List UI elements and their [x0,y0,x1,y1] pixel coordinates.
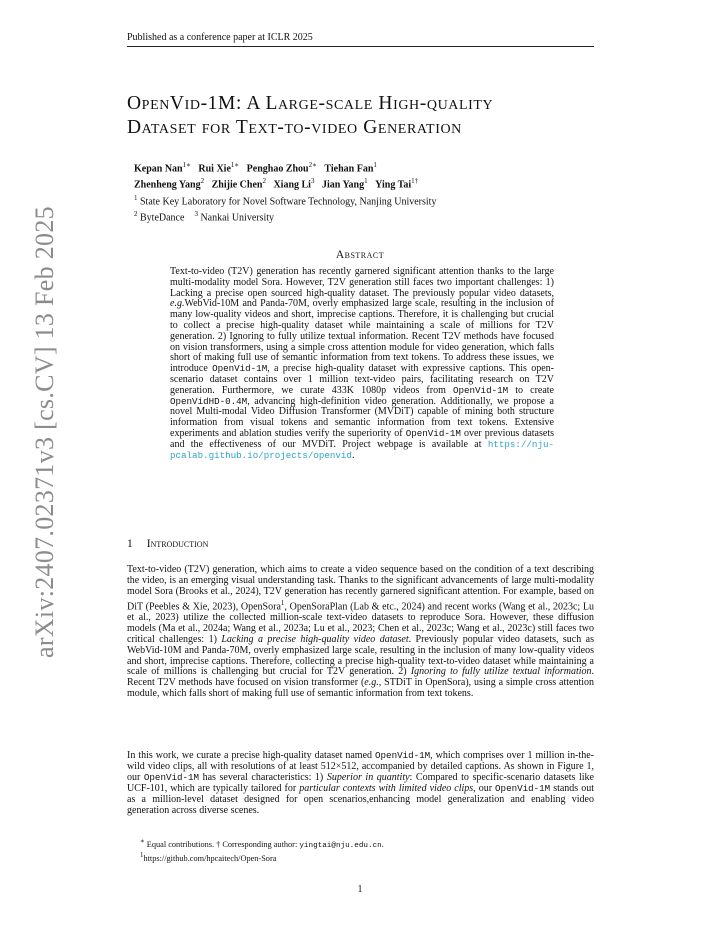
author-sup: 1∗ [230,161,240,169]
abstract-text: , advancing high-definition video generation. Additionally, we propose a novel Multi-modal Video Diffusion Transformer (MVDiT) capable of mining both structure information from visual tokens and semantic information from text tokens. Extensive experiments and ablation studies verify the superiority of [170,395,554,439]
para-text: , STDiT in OpenSora), using a simple cross attention module, which falls short of making full use of semantic information from text tokens. [127,677,594,700]
affiliation-text: ByteDance [140,212,185,224]
intro-paragraph-1 [127,565,594,700]
footnotes [140,837,590,864]
author-name: Zhenheng Yang [134,179,201,191]
author-name: Kepan Nan [134,163,183,175]
intro-paragraph-2 [127,751,594,816]
paper-title [127,92,597,140]
para-text: has several characteristics: 1) [199,771,327,783]
abstract-text: , a precise high-quality dataset with expressive captions. This open-scenario dataset contains over 1 million text-video pairs, facilitating research on T2V generation. Furthermore, we curate 433K 1080p videos from [170,363,555,396]
author-sup: 1 [373,161,377,169]
para-italic: Lacking a precise high-quality video dataset [221,633,409,645]
running-header: Published as a conference paper at ICLR 2025 [127,32,313,43]
footnote-text: . [381,839,384,849]
project-webpage-link[interactable]: https://nju-pcalab.github.io/projects/openvid [170,438,554,461]
abstract-italic: e.g. [170,298,185,310]
author-sup: 1† [411,177,419,186]
footnote-equal-contribution [140,837,590,851]
author-name: Jian Yang [321,179,365,191]
page-number: 1 [357,884,363,895]
affiliation-1: $^1$ State Key Laboratory for Novel Software Technology, Nanjing University [134,193,437,207]
para-text: stands out as a million-level dataset designed for open scenarios,enhancing model generalization and enabling video generation across diverse scenes. [127,782,594,816]
para-italic: particular contexts with limited video clips [299,782,474,794]
abstract-text: over previous datasets and the effectiveness of our MVDiT. Project webpage is available at [170,427,554,450]
author-name: Xiang Li [273,179,311,191]
title-line-1: OpenVid-1M: A Large-scale High-quality [127,93,494,114]
title-line-2: Dataset for Text-to-video Generation [127,117,462,138]
author-sup: 1 [364,177,368,186]
dataset-name: OpenVid-1M [495,782,551,794]
para-text: , OpenSoraPlan (Lab & etc., 2024) and recent works (Wang et al., 2023c; Lu et al., 2023) utilize the collected million-scale text-video datasets to reproduce Sora. However, these diffusion models (Ma et al., 2024a; Wang et al., 2023a; Lu et al., 2023; Chen et al., 2023c; Wang et al., 2023c) still faces two critical challenges: 1) [127,601,594,645]
author-name: Ying Tai [375,179,412,191]
abstract-body [170,267,554,461]
author-line-1 [134,159,604,175]
author-name: Zhijie Chen [211,179,263,191]
para-italic: e.g. [364,677,379,689]
para-italic: Ignoring to fully utilize textual information [410,666,592,678]
author-sup: 1∗ [182,161,191,169]
author-name: Rui Xie [198,163,231,175]
author-sup: 3 [310,177,315,186]
author-name: Penghao Zhou [246,163,309,175]
section-number: 1 [127,538,133,550]
dataset-name: OpenVid-1M [405,427,461,439]
footnote-symbol: ∗ [140,838,145,845]
dataset-name: OpenVid-1M [452,384,509,396]
footnote-marker[interactable]: 1 [280,598,285,607]
para-text: . Previously popular video datasets, such as WebVid-10M and Panda-70M, overly emphasized large scale, resulting in the inclusion of many low-quality videos and short, imprecise captions. Therefore, collecting a precise high-quality text-to-video dataset while maintaining a scale of millions is challenging but crucial for T2V generation. 2) [127,633,594,678]
arxiv-stamp: arXiv:2407.02371v3 [cs.CV] 13 Feb 2025 [30,206,59,658]
author-line-2 [134,175,604,191]
para-text: , our [473,782,496,794]
author-sup: 2∗ [308,161,317,169]
author-sup: 2 [262,177,266,186]
abstract-text: Text-to-video (T2V) generation has recently garnered significant attention thanks to the large multi-modality model Sora. However, T2V generation still faces two important challenges: 1) Lacking a precise open sourced high-quality dataset. The previously popular video datasets, [170,266,554,299]
section-title: Introduction [146,538,209,550]
author-sup: 2 [200,177,205,186]
author-name: Tiehan Fan [324,163,374,175]
para-text: , which comprises over 1 million in-the-wild video clips, all with resolutions of at least 512×512, accompanied by detailed captions. As shown in Figure 1, our [127,750,595,783]
footnote-text: Equal contributions. † Corresponding author: [146,839,300,849]
abstract-text: WebVid-10M and Panda-70M, overly emphasized large scale, resulting in the inclusion of many low-quality videos and short, imprecise captions. Therefore, it is challenging but crucial to collect a precise high-quality dataset while maintaining a scale of millions for T2V generation. 2) Ignoring to fully utilize textual information. Recent T2V methods have focused on vision transformers, using a simple cross attention module for video generation, which falls short of making full use of semantic information from text tokens. To address these issues, we introduce [170,298,554,375]
footnote-1 [140,851,590,864]
author-block [134,159,604,224]
footnote-symbol: 1 [140,851,144,859]
section-heading [127,538,208,550]
affiliation-text: State Key Laboratory for Novel Software Technology, Nanjing University [140,195,437,207]
corresponding-email[interactable]: yingtai@nju.edu.cn [299,841,382,850]
abstract-heading: Abstract [335,249,385,261]
para-text: Text-to-video (T2V) generation, which aims to create a video sequence based on the condition of a text describing the video, is an emerging visual understanding task. Thanks to the significant advancements of large multi-modality model Sora (Brooks et al., 2024), T2V generation has recently garnered significant attention. For example, based on DiT (Peebles & Xie, 2023), OpenSora [127,564,594,613]
para-italic: Superior in quantity [326,771,410,783]
para-text: . Recent T2V methods have focused on vision transformer ( [127,666,594,689]
header-rule [127,46,594,47]
para-text: : Compared to specific-scenario datasets like UCF-101, which are typically tailored for [127,771,594,794]
affiliation-text: Nankai University [200,212,275,224]
affiliation-2-3: $^2$ ByteDance $^3$ Nankai University [134,209,275,224]
abstract-text: to create [508,384,554,396]
dataset-name: OpenVid-1M [143,771,200,783]
dataset-name: OpenVid-1M [212,363,268,375]
dataset-name: OpenVidHD-0.4M [170,395,248,407]
footnote-link[interactable]: https://github.com/hpcaitech/Open-Sora [143,853,277,863]
abstract-text: . [351,449,355,461]
dataset-name: OpenVid-1M [375,750,431,761]
para-text: In this work, we curate a precise high-quality dataset named [127,750,376,761]
